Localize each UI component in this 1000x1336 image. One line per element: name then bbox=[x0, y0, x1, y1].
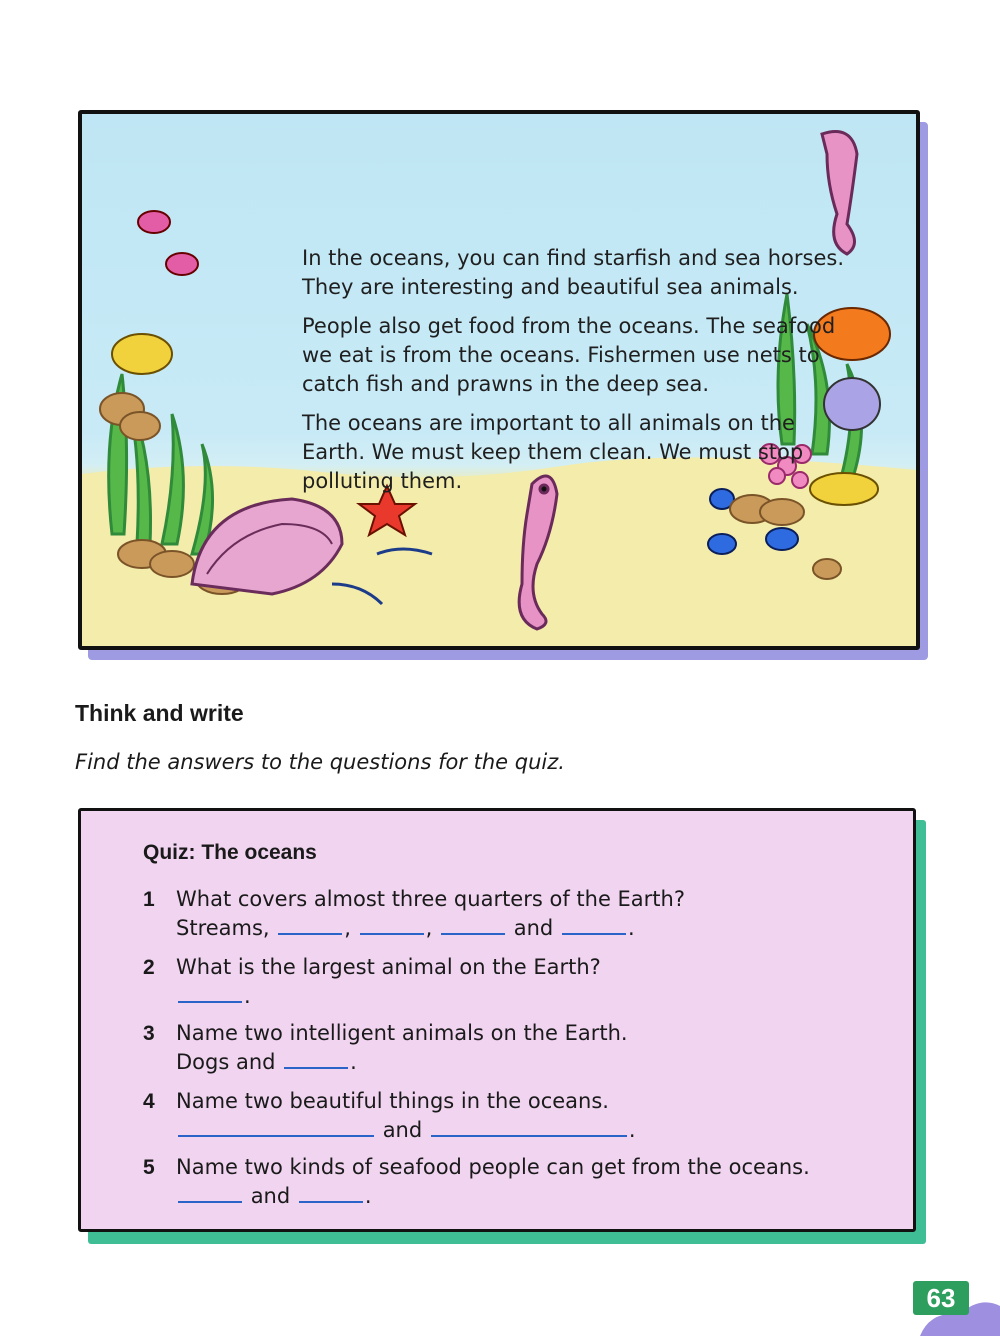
question-number: 1 bbox=[143, 888, 155, 911]
quiz-panel bbox=[78, 808, 916, 1232]
seahorse-right bbox=[822, 132, 857, 255]
separator: and bbox=[513, 916, 554, 940]
yellow-fish-left bbox=[112, 334, 172, 374]
answer-blank[interactable] bbox=[178, 983, 242, 1003]
answer-line bbox=[176, 914, 883, 943]
quiz-question-4 bbox=[143, 1087, 883, 1145]
period: . bbox=[244, 984, 251, 1008]
quiz-question-2 bbox=[143, 953, 883, 1011]
question-number: 5 bbox=[143, 1156, 155, 1179]
question-number: 3 bbox=[143, 1022, 155, 1045]
answer-blank[interactable] bbox=[178, 1183, 242, 1203]
quiz-question-3 bbox=[143, 1019, 883, 1077]
ocean-scene bbox=[78, 110, 920, 650]
answer-blank[interactable] bbox=[284, 1049, 348, 1069]
quiz-box bbox=[78, 808, 916, 1232]
answer-blank[interactable] bbox=[360, 915, 424, 935]
question-text: Name two kinds of seafood people can get from the oceans. bbox=[176, 1155, 810, 1179]
period: . bbox=[627, 916, 635, 940]
answer-blank[interactable] bbox=[562, 915, 626, 935]
answer-line bbox=[176, 1182, 883, 1211]
answer-blank[interactable] bbox=[431, 1117, 627, 1137]
period: . bbox=[350, 1050, 357, 1074]
quiz-question-1 bbox=[143, 885, 883, 943]
story-paragraph-1: In the oceans, you can find starfish and sea horses. They are interesting and beautiful sea animals. bbox=[302, 246, 844, 299]
answer-blank[interactable] bbox=[178, 1117, 374, 1137]
quiz-title: Quiz: The oceans bbox=[143, 841, 317, 864]
answer-blank[interactable] bbox=[299, 1183, 363, 1203]
quiz-question-5 bbox=[143, 1153, 883, 1211]
conjunction: and bbox=[382, 1118, 423, 1142]
separator: , bbox=[425, 916, 433, 940]
section-heading: Think and write bbox=[75, 700, 244, 726]
question-text: What covers almost three quarters of the Earth? bbox=[176, 887, 685, 911]
question-number: 4 bbox=[143, 1090, 155, 1113]
story-paragraph-3: The oceans are important to all animals on the Earth. We must keep them clean. We must stop polluting them. bbox=[302, 411, 804, 493]
answer-line bbox=[176, 982, 883, 1011]
separator: , bbox=[344, 916, 351, 940]
story-illustration-panel bbox=[78, 110, 920, 650]
question-text: What is the largest animal on the Earth? bbox=[176, 955, 601, 979]
conjunction: and bbox=[250, 1184, 291, 1208]
answer-prefix: Dogs and bbox=[176, 1050, 276, 1074]
pink-fish-left bbox=[138, 211, 198, 275]
section-instruction: Find the answers to the questions for the quiz. bbox=[75, 750, 565, 774]
question-text: Name two beautiful things in the oceans. bbox=[176, 1089, 609, 1113]
period: . bbox=[364, 1184, 372, 1208]
answer-prefix: Streams, bbox=[176, 916, 270, 940]
story-text bbox=[302, 244, 862, 506]
answer-blank[interactable] bbox=[441, 915, 505, 935]
answer-line bbox=[176, 1116, 883, 1145]
answer-blank[interactable] bbox=[278, 915, 342, 935]
question-text: Name two intelligent animals on the Earth. bbox=[176, 1021, 628, 1045]
period: . bbox=[628, 1118, 636, 1142]
answer-line bbox=[176, 1048, 883, 1077]
question-number: 2 bbox=[143, 956, 155, 979]
page-number-badge: 63 bbox=[913, 1281, 969, 1315]
story-paragraph-2: People also get food from the oceans. The seafood we eat is from the oceans. Fishermen use nets to catch fish and prawns in the deep sea. bbox=[302, 314, 836, 396]
